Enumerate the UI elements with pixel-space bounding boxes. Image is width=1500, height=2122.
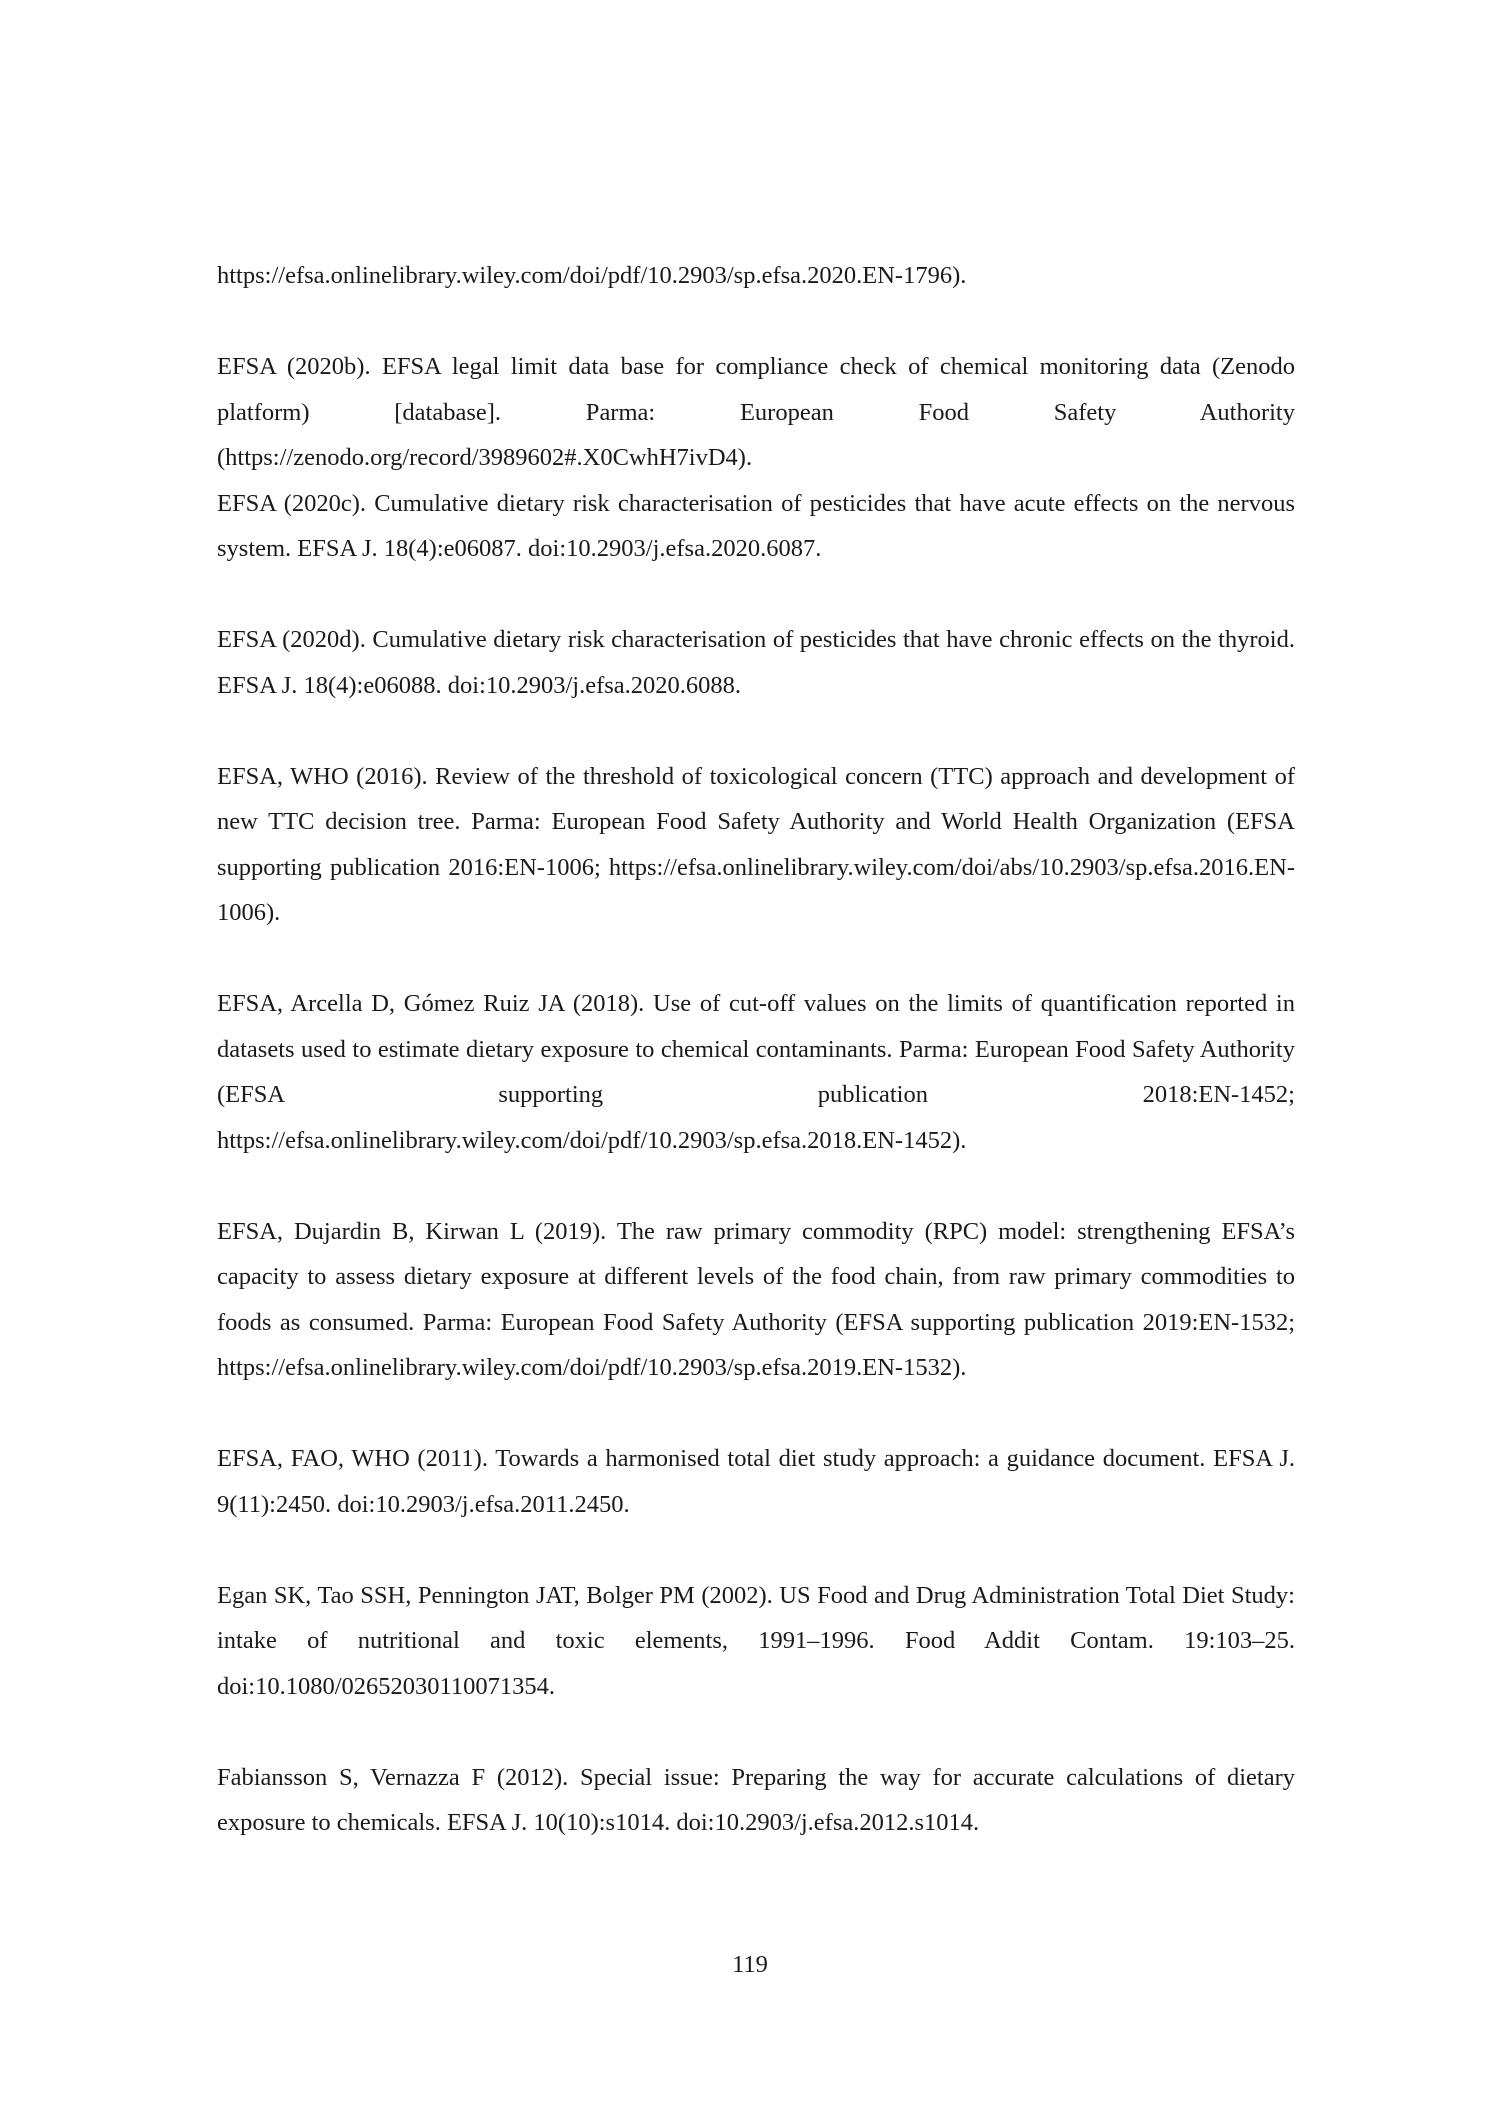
reference-list — [217, 253, 1295, 1846]
reference-entry-efsa-2020d: EFSA (2020d). Cumulative dietary risk characterisation of pesticides that have chronic effects on the thyroid. EFSA J. 18(4):e06088. doi:10.2903/j.efsa.2020.6088. — [217, 626, 1295, 699]
reference-entry-efsa-fao-who-2011: EFSA, FAO, WHO (2011). Towards a harmonised total diet study approach: a guidance document. EFSA J. 9(11):2450. doi:10.2903/j.efsa.2011.2450. — [217, 1445, 1295, 1518]
reference-entry-continuation: https://efsa.onlinelibrary.wiley.com/doi/pdf/10.2903/sp.efsa.2020.EN-1796). — [217, 262, 967, 289]
reference-entry-fabiansson-2012: Fabiansson S, Vernazza F (2012). Special issue: Preparing the way for accurate calculations of dietary exposure to chemicals. EFSA J. 10(10):s1014. doi:10.2903/j.efsa.2012.s1014. — [217, 1763, 1295, 1836]
page-number: 119 — [732, 1951, 768, 1978]
reference-entry-egan-2002: Egan SK, Tao SSH, Pennington JAT, Bolger PM (2002). US Food and Drug Administration Total Diet Study: intake of nutritional and toxic elements, 1991–1996. Food Addit Contam. 19:103–25. doi:10.1080/02652030110071354. — [217, 1581, 1295, 1700]
reference-entry-efsa-2020c: EFSA (2020c). Cumulative dietary risk characterisation of pesticides that have acute effects on the nervous system. EFSA J. 18(4):e06087. doi:10.2903/j.efsa.2020.6087. — [217, 489, 1295, 562]
reference-entry-efsa-who-2016: EFSA, WHO (2016). Review of the threshold of toxicological concern (TTC) approach and development of new TTC decision tree. Parma: European Food Safety Authority and World Health Organization (EFSA supporting publication 2016:EN-1006; https://efsa.onlinelibrary.wiley.com/doi/abs/10.2903/sp.efsa.2016.EN-1006). — [217, 762, 1295, 926]
reference-entry-efsa-arcella-2018: EFSA, Arcella D, Gómez Ruiz JA (2018). Use of cut-off values on the limits of quantification reported in datasets used to estimate dietary exposure to chemical contaminants. Parma: European Food Safety Authority (EFSA supporting publication 2018:EN-1452; https://efsa.onlinelibrary.wiley.com/doi/pdf/10.2903/sp.efsa.2018.EN-1452). — [217, 990, 1295, 1154]
reference-entry-efsa-dujardin-2019: EFSA, Dujardin B, Kirwan L (2019). The raw primary commodity (RPC) model: strengthening EFSA’s capacity to assess dietary exposure at different levels of the food chain, from raw primary commodities to foods as consumed. Parma: European Food Safety Authority (EFSA supporting publication 2019:EN-1532; https://efsa.onlinelibrary.wiley.com/doi/pdf/10.2903/sp.efsa.2019.EN-1532). — [217, 1217, 1295, 1381]
reference-entry-efsa-2020b: EFSA (2020b). EFSA legal limit data base for compliance check of chemical monitoring data (Zenodo platform) [database]. Parma: European Food Safety Authority (https://zenodo.org/record/3989602#.X0CwhH7ivD4). — [217, 353, 1295, 471]
